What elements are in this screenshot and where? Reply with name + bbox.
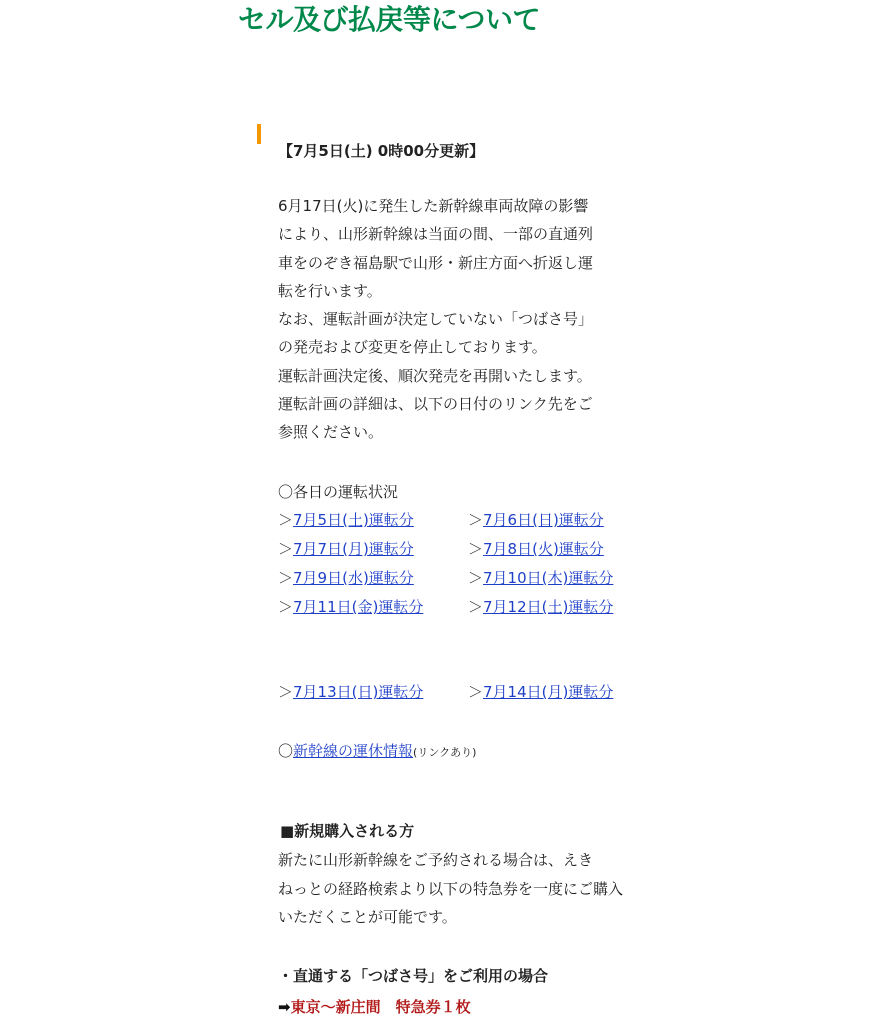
operation-link-jul8[interactable]: 7月8日(火)運転分 xyxy=(483,540,604,558)
operation-link-jul12[interactable]: 7月12日(土)運転分 xyxy=(483,598,614,616)
link-row xyxy=(278,538,658,567)
link-cell xyxy=(278,681,468,702)
link-cell xyxy=(468,538,658,559)
link-cell xyxy=(468,681,658,702)
operation-link-jul14[interactable]: 7月14日(月)運転分 xyxy=(483,683,614,701)
operation-link-jul10[interactable]: 7月10日(木)運転分 xyxy=(483,569,614,587)
link-cell xyxy=(468,567,658,588)
link-cell xyxy=(278,567,468,588)
notice-line: の発売および変更を停止しております。 xyxy=(278,338,547,357)
notice-paragraph xyxy=(278,192,658,447)
arrow-icon: ＞ xyxy=(468,683,484,701)
circle-bullet: 〇 xyxy=(278,742,294,760)
link-cell xyxy=(468,509,658,530)
link-row xyxy=(278,567,658,596)
notice-line: 6月17日(火)に発生した新幹線車両故障の影響 xyxy=(278,197,589,215)
page-title: セル及び払戻等について xyxy=(238,3,540,36)
direct-train-heading: ・直通する「つばさ号」をご利用の場合 xyxy=(278,967,549,985)
arrow-icon: ＞ xyxy=(278,511,294,529)
arrow-icon: ＞ xyxy=(278,598,294,616)
notice-line: 車をのぞき福島駅で山形・新庄方面へ折返し運 xyxy=(278,253,594,272)
operation-link-jul9[interactable]: 7月9日(水)運転分 xyxy=(293,569,414,587)
arrow-icon: ＞ xyxy=(468,569,484,587)
notice-line: 転を行います。 xyxy=(278,281,382,300)
ticket-text: 東京～新庄間 特急券１枚 xyxy=(290,998,471,1016)
link-row xyxy=(278,509,658,538)
link-cell xyxy=(278,509,468,530)
arrow-icon: ＞ xyxy=(468,598,484,616)
operation-link-jul11[interactable]: 7月11日(金)運転分 xyxy=(293,598,424,616)
operation-link-grid xyxy=(278,509,658,710)
link-row xyxy=(278,596,658,625)
notice-line: 運転計画決定後、順次発売を再開いたします。 xyxy=(278,366,592,385)
notice-line: により、山形新幹線は当面の間、一部の直通列 xyxy=(278,225,594,244)
link-row xyxy=(278,681,658,710)
new-purchase-line: ねっとの経路検索より以下の特急券を一度にご購入 xyxy=(278,879,624,898)
new-purchase-line: いただくことが可能です。 xyxy=(278,908,457,926)
arrow-icon: ＞ xyxy=(278,540,294,558)
suspension-info xyxy=(278,740,476,761)
update-timestamp: 【7月5日(土) 0時00分更新】 xyxy=(278,142,485,160)
arrow-icon: ＞ xyxy=(278,683,294,701)
link-cell xyxy=(278,596,468,617)
operation-link-jul5[interactable]: 7月5日(土)運転分 xyxy=(293,511,414,529)
suspension-info-link[interactable]: 新幹線の運休情報 xyxy=(293,742,414,760)
link-row-spacer xyxy=(278,625,658,681)
arrow-right-icon: ➡ xyxy=(278,998,291,1016)
link-cell xyxy=(468,596,658,617)
arrow-icon: ＞ xyxy=(468,540,484,558)
notice-line: 参照ください。 xyxy=(278,423,384,442)
arrow-icon: ＞ xyxy=(278,569,294,587)
new-purchase-paragraph xyxy=(278,846,658,932)
link-cell xyxy=(278,538,468,559)
new-purchase-line: 新たに山形新幹線をご予約される場合は、えき xyxy=(278,851,594,869)
operation-link-jul13[interactable]: 7月13日(日)運転分 xyxy=(293,683,424,701)
section-marker xyxy=(257,124,261,144)
daily-status-heading: 〇各日の運転状況 xyxy=(278,483,399,501)
operation-link-jul7[interactable]: 7月7日(月)運転分 xyxy=(293,540,414,558)
arrow-icon: ＞ xyxy=(468,511,484,529)
operation-link-jul6[interactable]: 7月6日(日)運転分 xyxy=(483,511,604,529)
suspension-note: (リンクあり) xyxy=(413,746,477,759)
notice-line: 運転計画の詳細は、以下の日付のリンク先をご xyxy=(278,395,593,414)
ticket-info xyxy=(278,996,471,1017)
notice-line: なお、運転計画が決定していない「つばさ号」 xyxy=(278,310,594,329)
new-purchase-heading: ■新規購入される方 xyxy=(280,822,415,840)
